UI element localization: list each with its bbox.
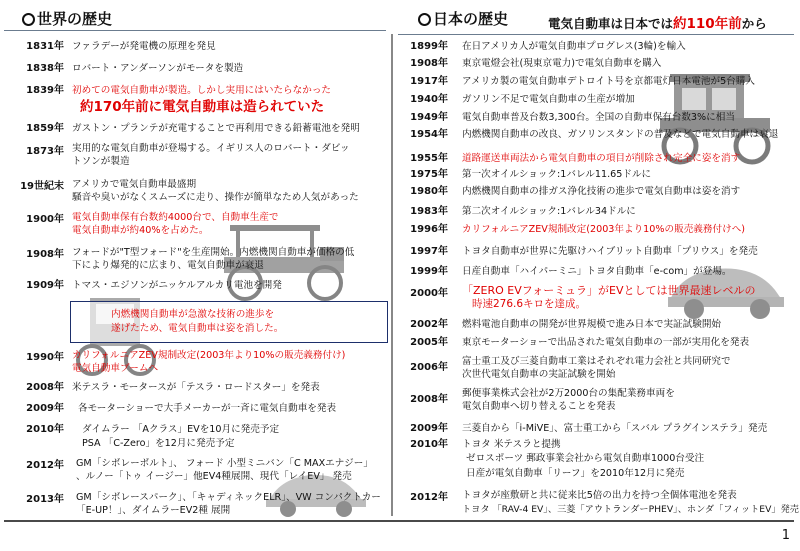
japan-year: 2009年: [410, 423, 448, 434]
japan-year: 1980年: [410, 186, 448, 197]
japan-event: 電気自動車普及台数3,300台。全国の自動車保有台数3%に相当: [462, 112, 735, 123]
japan-event: 在日アメリカ人が電気自動車プログレス(3輪)を輸入: [462, 41, 686, 52]
world-event: 「E-UP！」、ダイムラーEV2種 展開: [76, 505, 231, 516]
japan-year: 2010年: [410, 439, 448, 450]
world-year: 1873年: [26, 146, 64, 157]
japan-event: 次世代電気自動車の実証試験を開始: [462, 369, 616, 380]
world-year: 2008年: [26, 382, 64, 393]
world-year: 1859年: [26, 123, 64, 134]
world-year: 2013年: [26, 494, 64, 505]
japan-year: 2006年: [410, 362, 448, 373]
japan-event: トヨタ 米テスラと提携: [462, 439, 561, 450]
japan-year: 2008年: [410, 394, 448, 405]
world-year: 1839年: [26, 85, 64, 96]
world-history-header: 世界の歴史: [22, 8, 112, 29]
world-event: 、ルノー「トゥ イージー」他EV4種展開、現代「レイEV」 発売: [76, 471, 352, 482]
world-event: 各モーターショーで大手メーカーが一斉に電気自動車を発表: [78, 403, 337, 414]
world-year: 19世紀末: [20, 181, 64, 192]
japan-year: 2012年: [410, 492, 448, 503]
japan-event: 道路運送車両法から電気自動車の項目が削除され完全に姿を消す: [462, 153, 741, 164]
page-number: 1: [781, 528, 790, 543]
japan-year: 1996年: [410, 224, 448, 235]
circle-icon: [22, 13, 35, 26]
japan-year: 1954年: [410, 129, 448, 140]
world-event: PSA 「C-Zero」を12月に発売予定: [82, 438, 235, 449]
japan-event: 時速276.6キロを達成。: [472, 298, 587, 310]
world-event: ファラデーが発電機の原理を発見: [72, 41, 216, 52]
world-note-box: [70, 301, 388, 343]
world-event: ガストン・プランテが充電することで再利用できる鉛蓄電池を発明: [72, 123, 360, 134]
japan-year: 2000年: [410, 288, 448, 299]
japan-year: 1917年: [410, 76, 448, 87]
japan-event: 富士重工及び三菱自動車工業はそれぞれ電力会社と共同研究で: [462, 356, 731, 367]
world-event: 米テスラ・モータースが「テスラ・ロードスター」を発表: [72, 382, 320, 393]
japan-year: 1955年: [410, 153, 448, 164]
japan-event: 電気自動車へ切り替えることを発表: [462, 401, 616, 412]
japan-year: 1975年: [410, 169, 448, 180]
world-note-line: 内燃機関自動車が急激な技術の進歩を: [111, 309, 275, 320]
world-event: 実用的な電気自動車が登場する。イギリス人のロバート・ダビッ: [72, 143, 350, 154]
world-event: トマス・エジソンがニッケルアルカリ電池を開発: [72, 280, 282, 291]
header-rule-right: [398, 34, 794, 35]
japan-year: 1997年: [410, 246, 448, 257]
japan-event: アメリカ製の電気自動車デトロイト号を京都電灯日本電池が5台購入: [462, 76, 755, 87]
japan-event: 燃料電池自動車の開発が世界規模で進み日本で実証試験開始: [462, 319, 722, 330]
japan-event: ゼロスポーツ 郵政事業会社から電気自動車1000台受注: [466, 453, 705, 464]
japan-event: 日産が電気自動車「リーフ」を2010年12月に発売: [466, 468, 685, 479]
world-event: 電気自動車保有台数約4000台で、自動車生産で: [72, 212, 279, 223]
world-year: 2010年: [26, 424, 64, 435]
world-year: 1900年: [26, 214, 64, 225]
japan-event: 内燃機関自動車の排ガス浄化技術の進歩で電気自動車は姿を消す: [462, 186, 741, 197]
japan-event: トヨタ自動車が世界に先駆けハイブリット自動車「プリウス」を発売: [462, 246, 758, 257]
world-year: 1990年: [26, 352, 64, 363]
world-event: カリフォルニアZEV規制改定(2003年より10%の販売義務付け): [72, 350, 346, 361]
world-event: 電気自動車が約40%を占めた。: [72, 225, 209, 236]
world-event: 騒音や臭いがなくスムーズに走り、操作が簡単なため人気があった: [72, 192, 359, 203]
japan-year: 2005年: [410, 337, 448, 348]
world-event: 下により爆発的に広まり、電気自動車が衰退: [72, 260, 264, 271]
japan-event: 東京電燈会社(現東京電力)で電気自動車を購入: [462, 58, 662, 69]
japan-event: カリフォルニアZEV規制改定(2003年より10%の販売義務付けへ): [462, 224, 746, 235]
world-event: 初めての電気自動車が製造。しかし実用にはいたらなかった: [72, 85, 332, 96]
world-year: 2012年: [26, 460, 64, 471]
japan-event: トヨタ 「RAV-4 EV」、三菱「アウトランダーPHEV」、ホンダ「フィットEV」発売: [462, 504, 799, 515]
japan-event: ガソリン不足で電気自動車の生産が増加: [462, 94, 635, 105]
subtitle: 電気自動車は日本では約110年前から: [548, 16, 767, 32]
footer-rule: [4, 520, 794, 522]
world-year: 2009年: [26, 403, 64, 414]
world-note-line: 遂げたため、電気自動車は姿を消した。: [111, 323, 284, 334]
circle-icon: [418, 13, 431, 26]
world-year: 1908年: [26, 249, 64, 260]
world-event: ロバート・アンダーソンがモータを製造: [72, 63, 244, 74]
world-year: 1831年: [26, 41, 64, 52]
world-event: フォードが"T型フォード"を生産開始。内燃機関自動車が価格の低: [72, 247, 355, 258]
japan-event: 郵便事業株式会社が2万2000台の集配業務車両を: [462, 388, 675, 399]
header-rule-left: [4, 30, 386, 31]
japan-event: 第二次オイルショック:1バレル34ドルに: [462, 206, 636, 217]
japan-year: 1983年: [410, 206, 448, 217]
japan-event: 第一次オイルショック:1バレル11.65ドルに: [462, 169, 652, 180]
column-divider: [391, 34, 393, 516]
japan-year: 1899年: [410, 41, 448, 52]
japan-event: 三菱自から「i-MiVE」、富士重工から「スバル プラグインステラ」発売: [462, 423, 768, 434]
world-event: アメリカで電気自動車最盛期: [72, 179, 197, 190]
japan-event: 内燃機関自動車の改良、ガソリンスタンドの普及などで電気自動車は衰退: [462, 129, 779, 140]
japan-year: 1999年: [410, 266, 448, 277]
world-year: 1909年: [26, 280, 64, 291]
world-year: 1838年: [26, 63, 64, 74]
japan-event: 東京モーターショーで出品された電気自動車の一部が実用化を発表: [462, 337, 750, 348]
world-event-highlight: 約170年前に電気自動車は造られていた: [80, 99, 325, 115]
japan-event: 「ZERO EVフォーミュラ」がEVとしては世界最速レベルの: [462, 284, 756, 297]
japan-event: トヨタが座敷研と共に従来比5倍の出力を持つ全個体電池を発表: [462, 490, 737, 501]
world-event: ダイムラー 「Aクラス」EVを10月に発売予定: [82, 424, 280, 435]
world-event: トソンが製造: [72, 156, 130, 167]
world-event: 電気自動車ブームへ: [72, 363, 159, 374]
japan-year: 1949年: [410, 112, 448, 123]
japan-year: 1940年: [410, 94, 448, 105]
japan-history-header: 日本の歴史: [418, 8, 508, 29]
japan-event: 日産自動車「ハイパーミニ」トヨタ自動車「e-com」が登場。: [462, 266, 732, 277]
japan-year: 2002年: [410, 319, 448, 330]
world-event: GM「シボレースパーク」、「キャディネックELR」、VW コンパクトカー: [76, 492, 381, 503]
world-event: GM「シボレーボルト」、 フォード 小型ミニバン「C MAXエナジー」: [76, 458, 373, 469]
japan-year: 1908年: [410, 58, 448, 69]
